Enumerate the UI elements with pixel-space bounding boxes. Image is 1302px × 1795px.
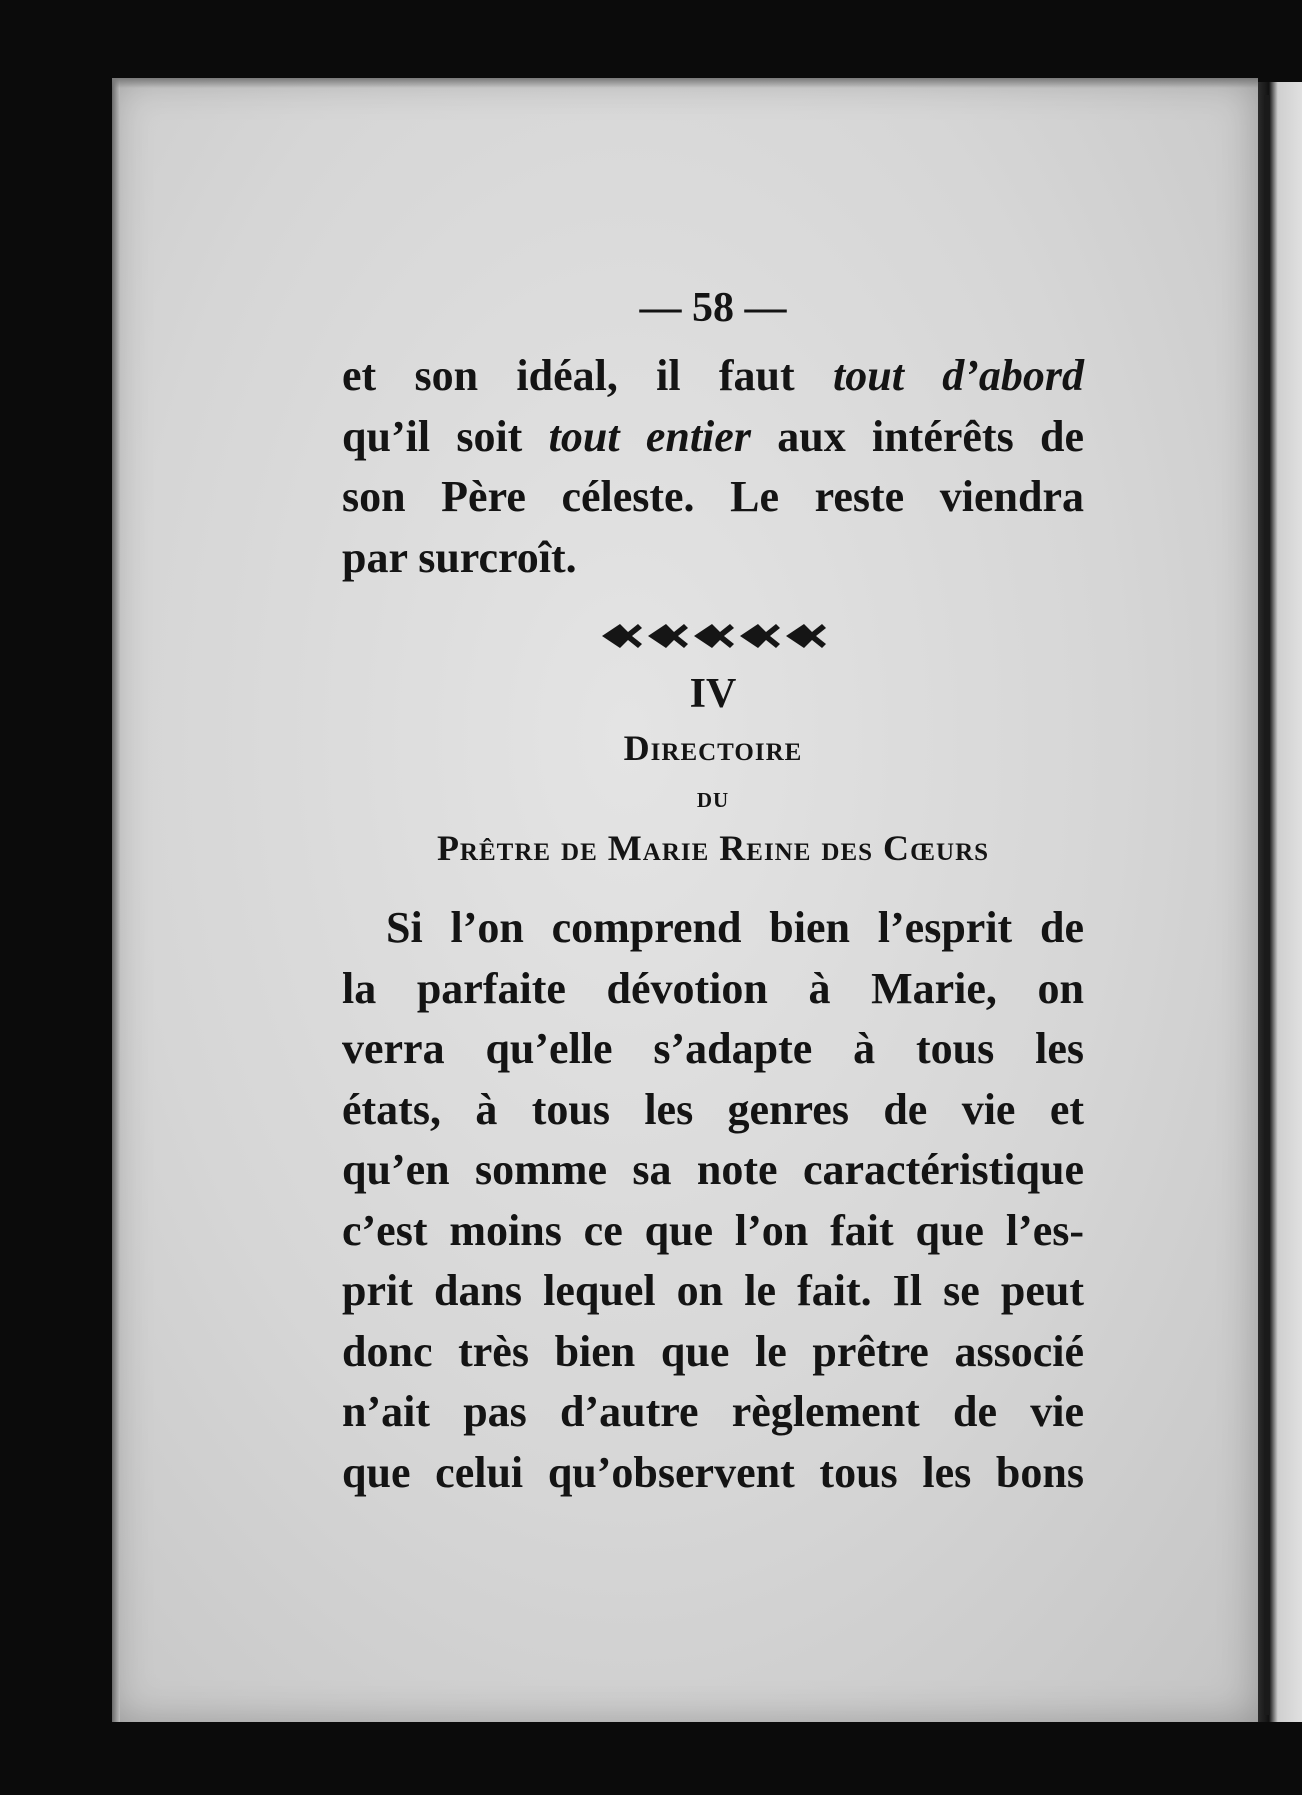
paragraph-1-line [342, 528, 1084, 589]
paragraph-1-line [342, 407, 1084, 468]
text-run: et son idéal, il faut [342, 351, 833, 400]
paragraph-2-line: Si l’on comprend bien l’esprit de [386, 903, 1084, 952]
paragraph-2-line: que celui qu’observent tous les bons [342, 1447, 1084, 1497]
paragraph-2-line: donc très bien que le prêtre associé [342, 1326, 1084, 1376]
italic-run: tout entier [548, 411, 751, 461]
paragraph-1 [342, 346, 1084, 588]
paragraph-2-line: états, à tous les genres de vie et [342, 1084, 1084, 1134]
section-subtitle: Prêtre de Marie Reine des Cœurs [436, 828, 990, 868]
text-run: aux intérêts de [750, 411, 1084, 461]
paragraph-2-line: n’ait pas d’autre règlement de vie [342, 1387, 1084, 1436]
paragraph-1-line [342, 467, 1084, 528]
text-run: qu’il soit [342, 411, 549, 461]
page-number: — 58 — [639, 285, 787, 331]
section-title: Directoire [623, 728, 803, 768]
right-fold-line [1264, 95, 1270, 1715]
page-top-edge [112, 78, 1258, 88]
paragraph-2-line: verra qu’elle s’adapte à tous les [342, 1024, 1084, 1073]
ornament-icon [342, 618, 1084, 658]
text-run: par surcroît. [342, 532, 577, 582]
ornament-icon-svg [598, 618, 828, 654]
paragraph-2-line: qu’en somme sa note caractéristique [342, 1145, 1084, 1194]
text-run: son Père céleste. Le reste viendra [342, 472, 1084, 521]
italic-run: tout d’abord [833, 351, 1085, 400]
section-connector: du [696, 781, 730, 814]
paragraph-2 [342, 898, 1084, 1503]
paragraph-1-line [342, 346, 1084, 407]
page-bottom-shadow [112, 1722, 1302, 1795]
page-spine [112, 78, 120, 1722]
paragraph-2-line: prit dans lequel on le fait. Il se peut [342, 1266, 1084, 1315]
paragraph-2-line: c’est moins ce que l’on fait que l’es- [342, 1205, 1084, 1255]
paragraph-2-line: la parfaite dévotion à Marie, on [342, 963, 1084, 1013]
text-block [342, 280, 1084, 1503]
section-number: IV [689, 671, 737, 717]
